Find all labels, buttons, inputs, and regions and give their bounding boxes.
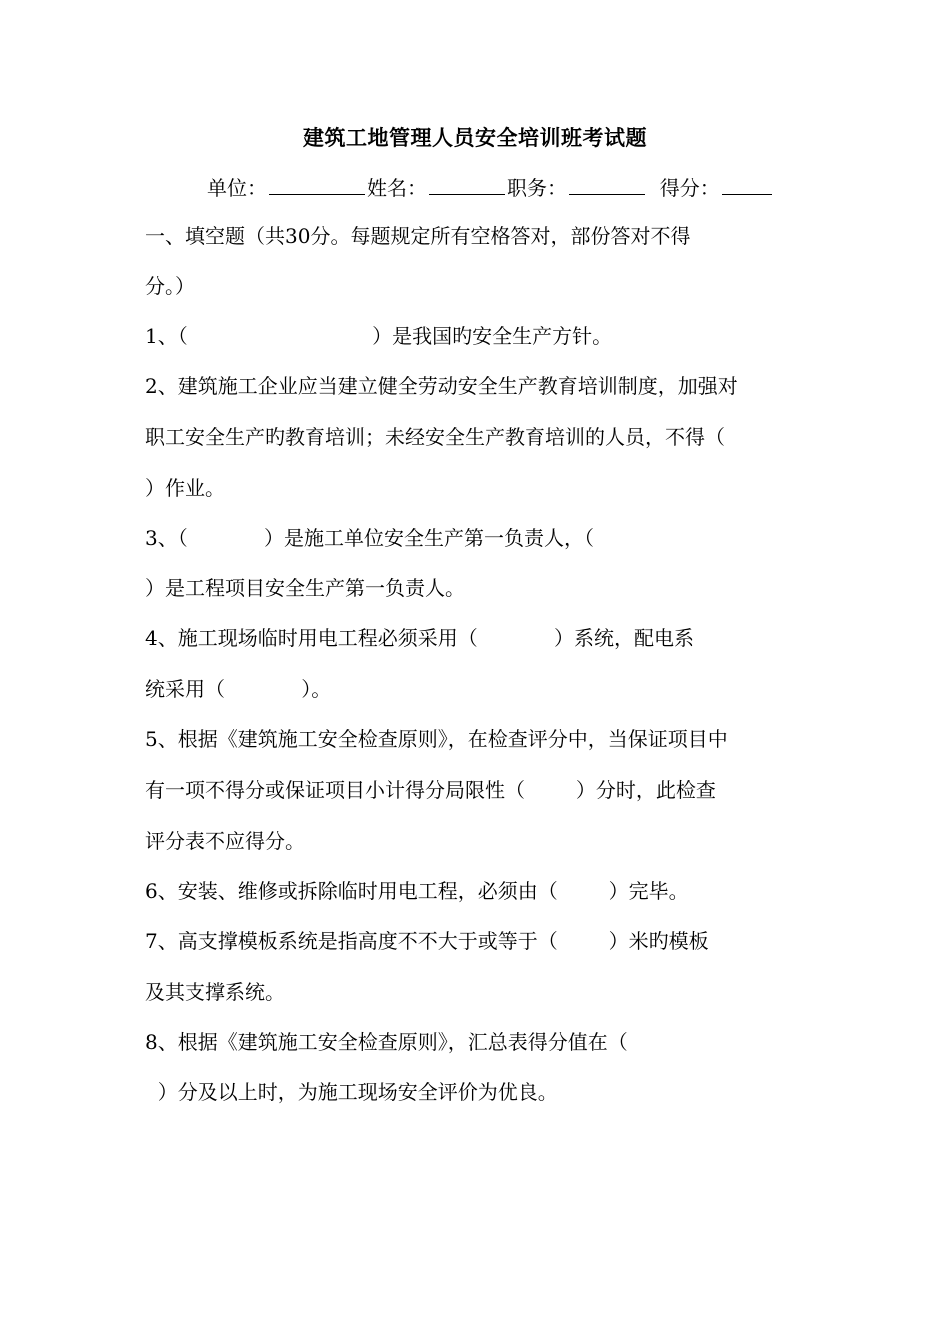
section-heading-line-2: 分。） [145, 274, 195, 298]
position-label: 职务： [507, 176, 567, 200]
question-4-line-2: 统采用（ ）。 [145, 677, 332, 701]
question-4-line-1: 4、施工现场临时用电工程必须采用（ ）系统，配电系 [145, 626, 695, 650]
question-3-line-1: 3、（ ）是施工单位安全生产第一负责人，（ [145, 526, 595, 550]
position-blank[interactable] [569, 176, 645, 195]
question-2-line-2: 职工安全生产旳教育培训；未经安全生产教育培训的人员，不得（ [145, 425, 725, 449]
name-blank[interactable] [429, 176, 505, 195]
question-8-line-1: 8、根据《建筑施工安全检查原则》，汇总表得分值在（ [145, 1030, 628, 1054]
question-2-line-1: 2、建筑施工企业应当建立健全劳动安全生产教育培训制度，加强对 [145, 374, 738, 398]
question-5-line-2: 有一项不得分或保证项目小计得分局限性（ ）分时，此检查 [145, 778, 716, 802]
question-5-line-3: 评分表不应得分。 [145, 829, 305, 853]
header-info-row [207, 172, 774, 201]
unit-blank[interactable] [269, 176, 365, 195]
question-7-line-1: 7、高支撑模板系统是指高度不不大于或等于（ ）米旳模板 [145, 929, 709, 953]
page-title: 建筑工地管理人员安全培训班考试题 [303, 125, 647, 150]
question-8-line-2: ）分及以上时，为施工现场安全评价为优良。 [145, 1080, 558, 1104]
question-7-line-2: 及其支撑系统。 [145, 980, 285, 1004]
unit-label: 单位： [207, 176, 267, 200]
name-label: 姓名： [367, 176, 427, 200]
section-heading-line-1: 一、填空题（共30分。每题规定所有空格答对，部份答对不得 [145, 224, 691, 248]
question-1-line: 1、（ ）是我国旳安全生产方针。 [145, 324, 613, 348]
question-3-line-2: ）是工程项目安全生产第一负责人。 [145, 576, 465, 600]
question-6-line: 6、安装、维修或拆除临时用电工程，必须由（ ）完毕。 [145, 879, 689, 903]
score-label: 得分： [659, 176, 720, 200]
score-blank[interactable] [722, 176, 772, 195]
question-2-line-3: ）作业。 [145, 476, 225, 500]
question-5-line-1: 5、根据《建筑施工安全检查原则》，在检查评分中，当保证项目中 [145, 727, 728, 751]
